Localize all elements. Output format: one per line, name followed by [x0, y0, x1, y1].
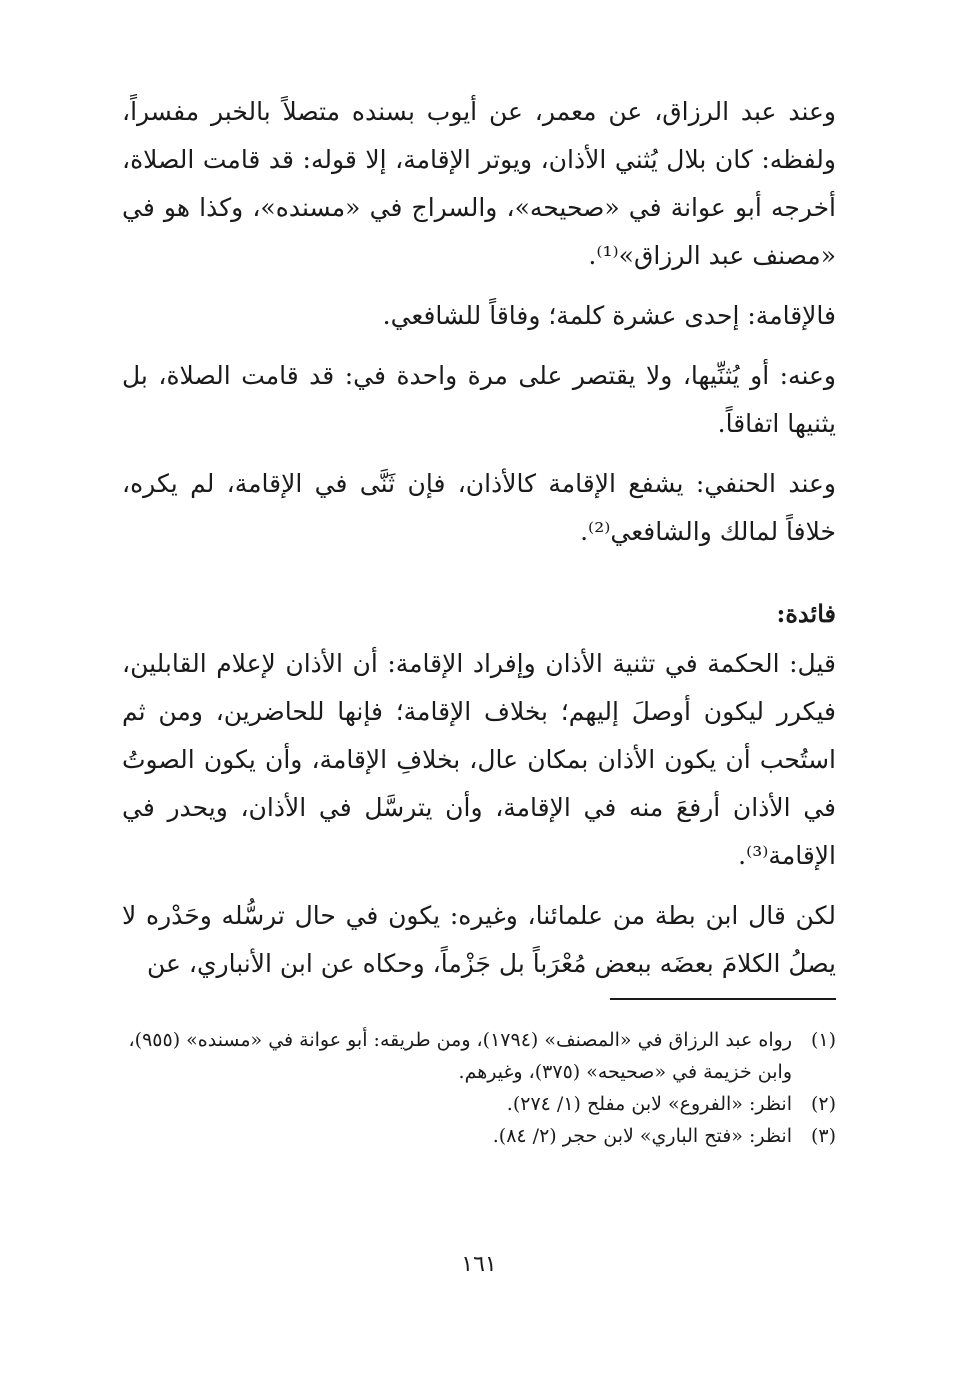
- paragraph-tathniya: [122, 352, 836, 448]
- footnote-text: رواه عبد الرزاق في «المصنف» (١٧٩٤)، ومن طريقه: أبو عوانة في «مسنده» (٩٥٥)، وابن خزيمة في «صحيحه» (٣٧٥)، وغيرهم.: [128, 1029, 792, 1083]
- footnote-item: [122, 1024, 836, 1088]
- paragraph-ibn-batta: [122, 892, 836, 988]
- paragraph-text: فالإقامة: إحدى عشرة كلمة؛ وفاقاً للشافعي.: [382, 301, 836, 330]
- footnote-divider: [610, 998, 836, 1000]
- paragraph-text: قيل: الحكمة في تثنية الأذان وإفراد الإقامة: أن الأذان لإعلام القابلين، فيكرر ليكون أوصلَ إليهم؛ بخلاف الإقامة؛ فإنها للحاضرين، ومن ثم استُحب أن يكون الأذان بمكان عال، بخلافِ الإقامة، وأن يكون الصوتُ في الأذان أرفعَ منه في الإقامة، وأن يترسَّل في الأذان، ويحدر في الإقامة⁽³⁾.: [122, 649, 836, 870]
- footnote-number: (٣): [810, 1125, 836, 1147]
- paragraph-text: وعند الحنفي: يشفع الإقامة كالأذان، فإن ثَنَّى في الإقامة، لم يكره، خلافاً لمالك والشافعي⁽²⁾.: [122, 469, 836, 546]
- paragraph-abdulrazzaq: [122, 88, 836, 280]
- footnote-item: [122, 1120, 836, 1152]
- paragraph-text: وعند عبد الرزاق، عن معمر، عن أيوب بسنده متصلاً بالخبر مفسراً، ولفظه: كان بلال يُثني الأذان، ويوتر الإقامة، إلا قوله: قد قامت الصلاة، أخرجه أبو عوانة في «صحيحه»، والسراج في «مسنده»، وكذا هو في «مصنف عبد الرزاق»⁽¹⁾.: [122, 97, 836, 270]
- footnotes: [122, 1024, 836, 1152]
- footnote-text: انظر: «فتح الباري» لابن حجر (٢/ ٨٤).: [492, 1125, 792, 1147]
- paragraph-text: وعنه: أو يُثنِّيها، ولا يقتصر على مرة واحدة في: قد قامت الصلاة، بل يثنيها اتفاقاً.: [122, 361, 836, 438]
- paragraph-hikma: [122, 640, 836, 880]
- paragraph-iqama-count: [122, 292, 836, 340]
- section-heading: فائدة:: [776, 599, 836, 628]
- page-body: [122, 88, 836, 1147]
- page-number: ١٦١: [461, 1252, 497, 1277]
- paragraph-text: لكن قال ابن بطة من علمائنا، وغيره: يكون في حال ترسُّله وحَدْره لا يصلُ الكلامَ بعضَه ببعض مُعْرَباً بل جَزْماً، وحكاه عن ابن الأنباري، عن: [122, 901, 836, 978]
- footnote-item: [122, 1088, 836, 1120]
- footnote-number: (٢): [810, 1093, 836, 1115]
- paragraph-hanafi: [122, 460, 836, 556]
- footnote-number: (١): [810, 1029, 836, 1051]
- footnote-text: انظر: «الفروع» لابن مفلح (١/ ٢٧٤).: [506, 1093, 792, 1115]
